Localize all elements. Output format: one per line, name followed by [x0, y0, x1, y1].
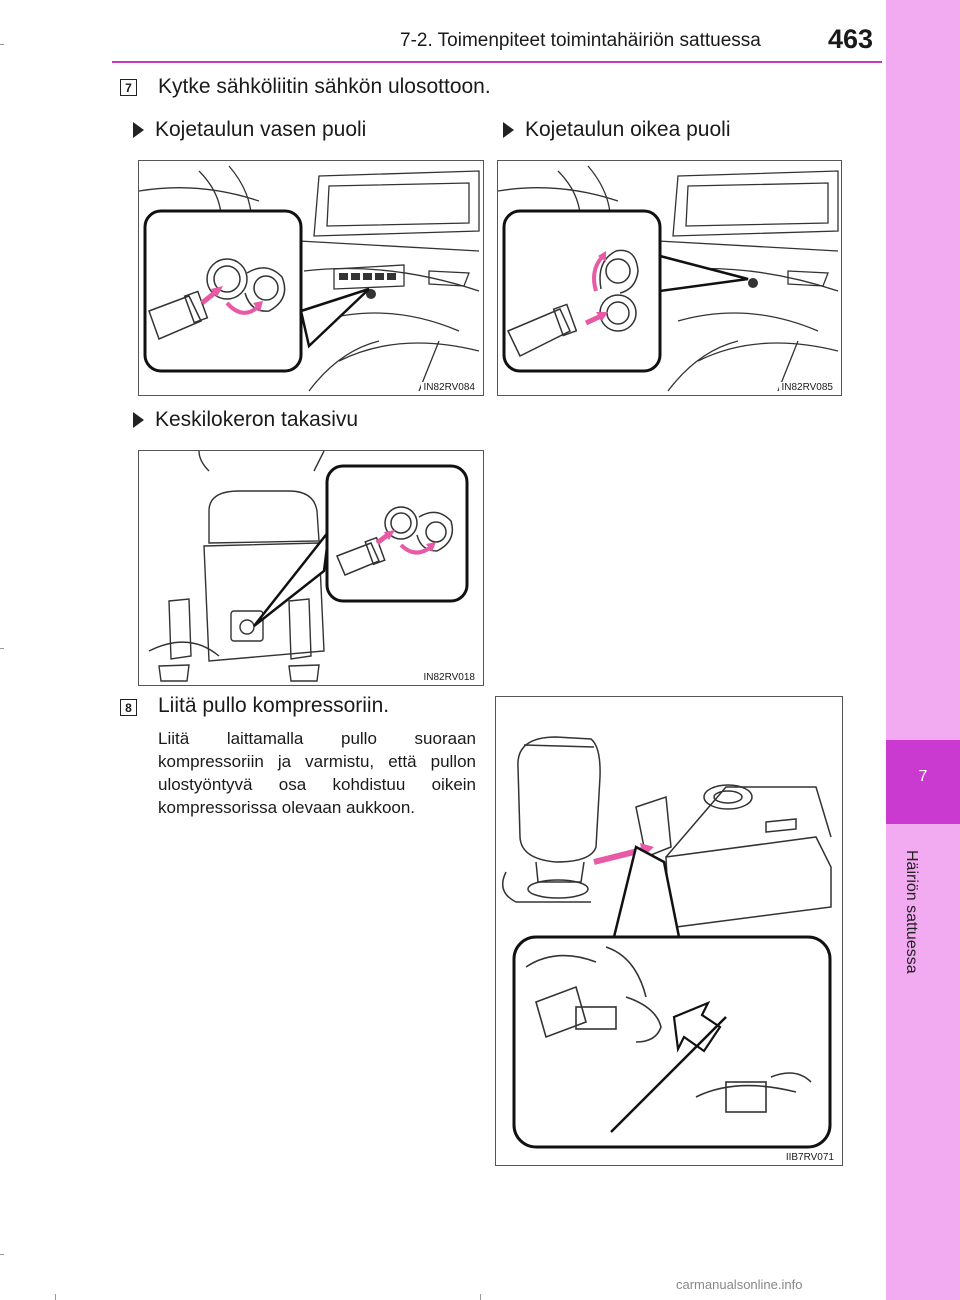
header-title: 7-2. Toimenpiteet toimintahäiriön sattuessa [400, 30, 761, 51]
option-label: Kojetaulun oikea puoli [525, 118, 731, 141]
step-text: Kytke sähköliitin sähkön ulosottoon. [158, 75, 491, 98]
figure-compressor [495, 696, 843, 1166]
step-number-box: 8 [120, 699, 137, 716]
header-rule [112, 61, 882, 63]
figure-left-dashboard [138, 160, 484, 396]
crop-mark [0, 44, 4, 45]
figure-right-dashboard [497, 160, 842, 396]
side-tab [886, 0, 960, 1300]
figure-code: IN82RV084 [423, 382, 475, 393]
chapter-number: 7 [918, 768, 928, 785]
figure-console-rear [138, 450, 484, 686]
crop-mark [0, 1254, 4, 1255]
triangle-bullet-icon [133, 412, 144, 428]
figure-code: IIB7RV071 [785, 1152, 834, 1163]
crop-mark [480, 1294, 481, 1300]
crop-mark [0, 648, 4, 649]
watermark[interactable]: carmanualsonline.info [676, 1277, 803, 1292]
dashboard-left-illustration [139, 161, 484, 396]
option-label: Kojetaulun vasen puoli [155, 118, 367, 141]
option-label: Keskilokeron takasivu [155, 408, 359, 431]
page-number: 463 [828, 24, 874, 54]
step-text: Liitä pullo kompressoriin. [158, 694, 390, 717]
step-body-text: Liitä laittamalla pullo suoraan kompressoriin ja varmistu, että pullon ulostyöntyvä osa kohdistuu oikein kompressorissa olevaan aukkoon. [158, 729, 476, 817]
option-left-dashboard [133, 118, 366, 142]
option-console-rear [133, 408, 358, 432]
crop-mark [55, 1294, 56, 1300]
triangle-bullet-icon [503, 122, 514, 138]
triangle-bullet-icon [133, 122, 144, 138]
compressor-illustration [496, 697, 843, 1166]
option-right-dashboard [503, 118, 731, 142]
dashboard-right-illustration [498, 161, 842, 396]
step-number-box: 7 [120, 79, 137, 96]
figure-code: IN82RV018 [423, 672, 475, 683]
chapter-label: Häiriön sattuessa [903, 850, 920, 974]
figure-code: IN82RV085 [781, 382, 833, 393]
console-rear-illustration [139, 451, 484, 686]
